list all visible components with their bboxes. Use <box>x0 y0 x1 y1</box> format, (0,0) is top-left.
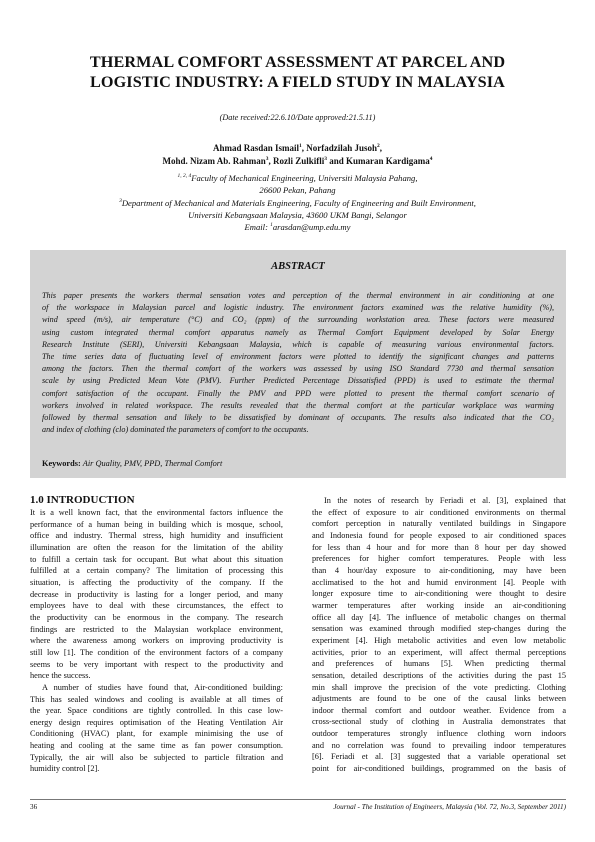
text-line: acclimatised to the hot and humid environment [4]. People with <box>312 577 566 587</box>
text-line: office and industry. Thermal stress, high humidity and insufficient <box>30 531 283 541</box>
text-line: the effect of exposure to air conditioned environments on thermal <box>312 507 566 517</box>
text-line: A number of studies have found that, Air-conditioned building: <box>42 682 283 692</box>
text-line: and preferences of humans [5]. When predicting thermal <box>312 659 566 669</box>
text-line: point for air-conditioned buildings, programmed on the basis of <box>312 764 566 774</box>
text-line: In the notes of research by Feriadi et al. [3], explained that <box>324 496 566 505</box>
abstract-text <box>42 290 554 436</box>
author-name: Rozli Zulkifli <box>272 155 325 166</box>
author-name: Norfadzilah Jusoh <box>306 143 378 153</box>
abstract-line: Research Institute (SERI), Universiti Kebangsaan Malaysia, which is capable of measuring various environmental factors. <box>42 339 554 349</box>
author-name: Ahmad Rasdan Ismail <box>212 143 299 153</box>
abstract-line: wind speed (m/s), air temperature (°C) and CO₂ (ppm) of the surrounding workstation area. These factors were measured <box>42 315 554 325</box>
keywords-label: Keywords: <box>42 459 81 468</box>
keywords-list: Air Quality, PMV, PPD, Thermal Comfort <box>82 459 223 468</box>
text-line: It is a well known fact, that the environmental factors influence the <box>30 508 283 517</box>
paragraph <box>30 507 283 682</box>
abstract-line: among the factors. Then the thermal comfort of the workers was assessed by using ISO Standard 7730 and thermal sensation <box>42 364 554 374</box>
paragraph <box>312 495 566 775</box>
abstract-line: of the workspace in Malaysian parcel and logistic industry. The environment factors examined was the relative humidity (%), <box>42 303 554 313</box>
text-line: humidity control [2]. <box>30 764 100 774</box>
abstract-line: workers involved in related workspace. The results revealed that the thermal comfort at the particular workplace was warming <box>42 400 554 410</box>
text-line: adjustments are found to be one of the causal links between <box>312 694 566 704</box>
text-line: office all day [4]. The influence of metabolic changes on thermal <box>312 612 566 622</box>
text-line: still low [1]. The condition of the environment factors of a company <box>30 647 283 657</box>
paper-title <box>40 52 555 92</box>
text-line: seems to be very important with respect to the productivity and <box>30 659 283 669</box>
text-line: cross-sectional study of clothing in Australia demonstrates that <box>312 717 566 727</box>
affiliation-text: Department of Mechanical and Materials Engineering, Faculty of Engineering and Built Environment, <box>121 197 476 208</box>
author-line-2 <box>0 155 595 168</box>
affiliation-sup: 1, 2, 4 <box>177 173 192 180</box>
text-line: illumination are often the reason for the limitation of the ability <box>30 542 283 552</box>
text-line: preferences for higher comfort temperatures. People with less <box>312 554 566 564</box>
text-line: than 4 hour/day exposure to air-conditioning, may have been <box>312 565 566 575</box>
author-line-1 <box>0 142 595 155</box>
abstract-line: comfort satisfaction of the occupant. Finally the PMV and PPD were plotted to present the thermal comfort scenario of <box>42 388 554 398</box>
email-sup: 1 <box>270 222 273 229</box>
affiliation-line-1 <box>0 172 595 184</box>
text-line: heating and cooling at the same time as fan power consumption. <box>30 741 283 751</box>
text-line: activities, prior to an experiment, will affect thermal perceptions <box>312 647 566 657</box>
journal-citation: Journal - The Institution of Engineers, Malaysia (Vol. 72, No.3, September 2011) <box>333 803 566 811</box>
abstract-line: followed by thermal sensation and likely to be dissatisfied by dominant of occupants. The results also indicated that the CO₂ <box>42 413 554 423</box>
section-heading-introduction: 1.0 INTRODUCTION <box>30 494 135 506</box>
text-line: min shall improve the precision of the vote predicting. Clothing <box>312 682 566 692</box>
text-line: indoor thermal comfort and outdoor weather. Evidence from a <box>312 705 566 715</box>
text-line: where the awareness among workers on improving productivity is <box>30 636 283 646</box>
text-line: outdoor temperatures strongly influence clothing worn indoors <box>312 729 566 739</box>
affiliation-line-2: 26600 Pekan, Pahang <box>259 185 336 196</box>
abstract-line: The time series data of fluctuating level of environment factors were plotted to identify the significant changes and patterns <box>42 352 554 362</box>
text-line: the productivity can be enormous in the company. The research <box>30 612 283 622</box>
title-line-2: LOGISTIC INDUSTRY: A FIELD STUDY IN MALAYSIA <box>90 73 505 91</box>
text-line: sensation, detailed descriptions of the activities during the past 15 <box>312 670 566 680</box>
abstract-box <box>30 250 566 478</box>
text-line: and Indonesia found for people exposed to air conditioned spaces <box>312 530 566 540</box>
email-line <box>0 221 595 233</box>
text-line: and no correlation was found to prevailing indoor temperatures <box>312 740 566 750</box>
abstract-line: This paper presents the workers thermal sensation votes and perception of the thermal environment in air conditioning at one <box>42 291 554 300</box>
text-line: comfort perception in naturally ventilated buildings in Singapore <box>312 519 566 529</box>
keywords-line <box>42 459 222 468</box>
affiliations <box>0 172 595 233</box>
text-line: the year. Space conditions are tightly controlled. In this case low- <box>30 706 283 716</box>
author-name: Mohd. Nizam Ab. Rahman <box>162 155 266 166</box>
author-separator: , <box>301 143 307 153</box>
author-sup: 4 <box>429 155 433 162</box>
text-line: for less than 4 hour and for more than 8 hour per day showed <box>312 542 566 552</box>
title-line-1: THERMAL COMFORT ASSESSMENT AT PARCEL AND <box>89 53 506 71</box>
abstract-line: scale by using Predicted Mean Vote (PMV). Further Predicted Percentage Dissatisfied (PPD) is used to estimate the thermal <box>42 376 554 386</box>
email-label: Email: <box>244 222 271 233</box>
page-number: 36 <box>30 803 38 811</box>
author-list <box>0 142 595 167</box>
text-line: warmer temperatures after working inside an air-conditioning <box>312 600 566 610</box>
text-line: This has sealed windows and cooling is available at all times of <box>30 694 283 704</box>
date-received-approved: (Date received:22.6.10/Date approved:21.5.11) <box>219 113 376 122</box>
author-sup: 2 <box>377 143 380 149</box>
left-column-body <box>30 507 283 775</box>
text-line: Conditioning (HVAC) plant, for example minimising the use of <box>30 729 283 739</box>
affiliation-sup: 3 <box>119 197 122 204</box>
text-line: fulfilled at a certain company? The limitation of processing this <box>30 566 283 576</box>
text-line: findings are restricted to the Malaysian workplace environment, <box>30 624 283 634</box>
email-address: arasdan@ump.edu.my <box>272 222 351 233</box>
author-name: Kumaran Kardigama <box>346 155 430 166</box>
text-line: longer exposure time to air-conditioning were thought to desire <box>312 589 566 599</box>
author-separator: and <box>327 155 347 166</box>
affiliation-line-3 <box>0 197 595 209</box>
text-line: decrease in productivity is lasting for a longer period, and many <box>30 589 283 599</box>
author-separator: , <box>379 143 383 153</box>
text-line: experiment [4]. High metabolic activities and even low metabolic <box>312 635 566 645</box>
text-line: [6]. Feriadi et al. [3] suggested that a variable operational set <box>312 752 566 762</box>
author-sup: 3 <box>265 155 269 162</box>
paragraph <box>30 682 283 775</box>
author-separator: , <box>268 155 273 166</box>
abstract-line: and index of clothing (clo) dominated the parameters of comfort to the occupants. <box>42 425 309 435</box>
affiliation-text: Faculty of Mechanical Engineering, Universiti Malaysia Pahang, <box>191 173 418 183</box>
text-line: to fulfill a certain task for occupant. But what about this situation <box>30 554 283 564</box>
text-line: situation, is affecting the productivity of the company. If the <box>30 577 283 587</box>
abstract-line: using custom integrated thermal comfort apparatus namely as Thermal Comfort Equipment developed by Solar Energy <box>42 327 554 337</box>
abstract-heading: ABSTRACT <box>271 261 325 272</box>
author-sup: 3 <box>324 155 327 162</box>
text-line: employees have to deal with these circumstances, the effect to <box>30 601 283 611</box>
text-line: hence the success. <box>30 671 91 681</box>
text-line: performance of a human being in building which is mosque, school, <box>30 519 283 529</box>
text-line: Typically, the air will also be subjected to particle filtration and <box>30 752 283 762</box>
affiliation-line-4: Universiti Kebangsaan Malaysia, 43600 UKM Bangi, Selangor <box>188 209 407 220</box>
text-line: sensation was examined through modified step-changes during the <box>312 624 566 634</box>
right-column-body <box>312 495 566 775</box>
text-line: energy design requires optimisation of the Heating Ventilation Air <box>30 717 283 727</box>
author-sup: 1 <box>299 143 302 149</box>
footer-rule <box>30 799 566 800</box>
